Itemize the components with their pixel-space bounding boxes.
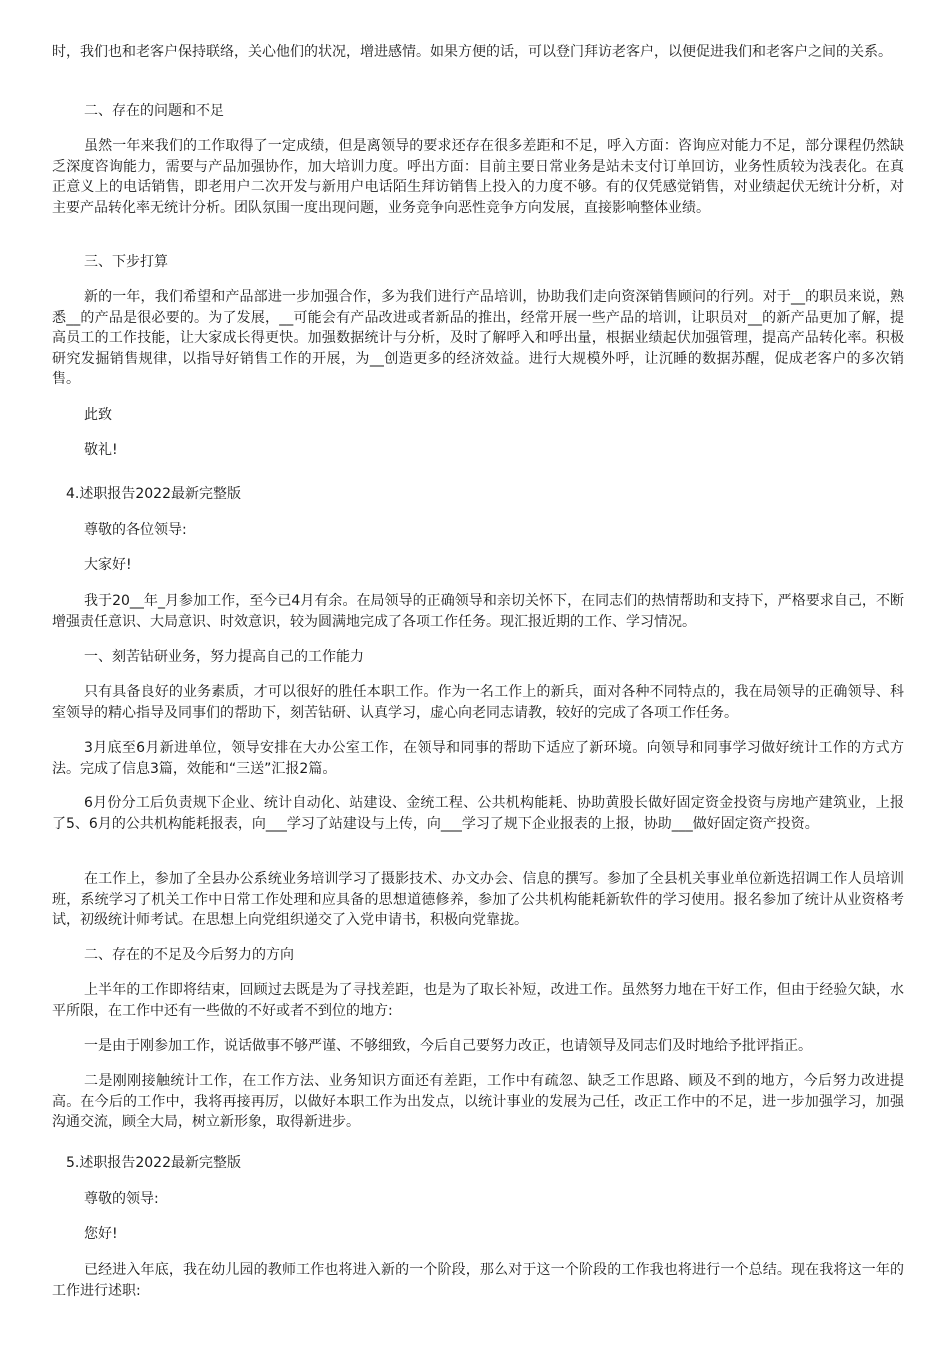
paragraph-intro: 我于20__年_月参加工作，至今已4月有余。在局领导的正确领导和亲切关怀下，在同志们的热情帮助和支持下，严格要求自己，不断增强责任意识、大局意识、时效意识，较为圆满地完成了各项工作任务。现汇报近期的工作、学习情况。 <box>52 593 904 630</box>
greeting-hello-2: 您好! <box>84 1226 118 1242</box>
paragraph-study: 只有具备良好的业务素质，才可以很好的胜任本职工作。作为一名工作上的新兵，面对各种不同特点的，我在局领导的正确领导、科室领导的精心指导及同事们的帮助下，刻苦钻研、认真学习，虚心向老同志请教，较好的完成了各项工作任务。 <box>52 684 904 721</box>
paragraph-review: 上半年的工作即将结束，回顾过去既是为了寻找差距，也是为了取长补短，改进工作。虽然努力地在干好工作，但由于经验欠缺，水平所限，在工作中还有一些做的不好或者不到位的地方: <box>52 982 904 1019</box>
section-heading-study: 一、刻苦钻研业务，努力提高自己的工作能力 <box>84 649 364 665</box>
report-title-5: 5.述职报告2022最新完整版 <box>66 1155 241 1171</box>
greeting-leader: 尊敬的领导: <box>84 1191 159 1207</box>
greeting-leaders: 尊敬的各位领导: <box>84 522 187 538</box>
paragraph-new-unit: 3月底至6月新进单位，领导安排在大办公室工作，在领导和同事的帮助下适应了新环境。向领导和同事学习做好统计工作的方式方法。完成了信息3篇，效能和“三送”汇报2篇。 <box>52 740 904 777</box>
closing-regards: 敬礼! <box>84 442 118 458</box>
paragraph-point-one: 一是由于刚参加工作，说话做事不够严谨、不够细致，今后自己要努力改正，也请领导及同志们及时地给予批评指正。 <box>84 1038 812 1054</box>
section-heading-shortcomings: 二、存在的不足及今后努力的方向 <box>84 947 294 963</box>
report-title-4: 4.述职报告2022最新完整版 <box>66 486 241 502</box>
paragraph-training: 在工作上，参加了全县办公系统业务培训学习了摄影技术、办文办会、信息的撰写。参加了全县机关事业单位新选招调工作人员培训班，系统学习了机关工作中日常工作处理和应具备的思想道德修养，参加了公共机构能耗新软件的学习使用。报名参加了统计从业资格考试，初级统计师考试。在思想上向党组织递交了入党申请书，积极向党靠拢。 <box>52 871 904 928</box>
closing-salutation: 此致 <box>84 407 112 423</box>
paragraph-problems: 虽然一年来我们的工作取得了一定成绩，但是离领导的要求还存在很多差距和不足，呼入方面：咨询应对能力不足，部分课程仍然缺乏深度咨询能力，需要与产品加强协作，加大培训力度。呼出方面：目前主要日常业务是站未支付订单回访，业务性质较为浅表化。在真正意义上的电话销售，即老用户二次开发与新用户电话陌生拜访销售上投入的力度不够。有的仅凭感觉销售，对业绩起伏无统计分析，对主要产品转化率无统计分析。团队氛围一度出现问题，业务竞争向恶性竞争方向发展，直接影响整体业绩。 <box>52 138 904 216</box>
paragraph-next-plan: 新的一年，我们希望和产品部进一步加强合作，多为我们进行产品培训，协助我们走向资深销售顾问的行列。对于__的职员来说，熟悉__的产品是很必要的。为了发展，__可能会有产品改进或者新品的推出，经常开展一些产品的培训，让职员对__的新产品更加了解，提高员工的工作技能，让大家成长得更快。加强数据统计与分析，及时了解呼入和呼出量，根据业绩起伏加强管理，提高产品转化率。积极研究发掘销售规律，以指导好销售工作的开展，为__创造更多的经济效益。进行大规模外呼，让沉睡的数据苏醒，促成老客户的多次销售。 <box>52 289 904 387</box>
greeting-hello: 大家好! <box>84 557 132 573</box>
section-heading-problems: 二、存在的问题和不足 <box>84 103 224 119</box>
paragraph-year-end: 已经进入年底，我在幼儿园的教师工作也将进入新的一个阶段，那么对于这一个阶段的工作我也将进行一个总结。现在我将这一年的工作进行述职: <box>52 1262 904 1299</box>
paragraph-duties: 6月份分工后负责规下企业、统计自动化、站建设、金统工程、公共机构能耗、协助黄股长做好固定资金投资与房地产建筑业，上报了5、6月的公共机构能耗报表，向___学习了站建设与上传，向___学习了规下企业报表的上报，协助___做好固定资产投资。 <box>52 795 904 832</box>
section-heading-next-plan: 三、下步打算 <box>84 254 168 270</box>
paragraph-continuation: 时，我们也和老客户保持联络，关心他们的状况，增进感情。如果方便的话，可以登门拜访老客户，以便促进我们和老客户之间的关系。 <box>52 44 892 60</box>
paragraph-point-two: 二是刚刚接触统计工作，在工作方法、业务知识方面还有差距，工作中有疏忽、缺乏工作思路、顾及不到的地方，今后努力改进提高。在今后的工作中，我将再接再厉，以做好本职工作为出发点，以统计事业的发展为己任，改正工作中的不足，进一步加强学习，加强沟通交流，顾全大局，树立新形象，取得新进步。 <box>52 1073 904 1130</box>
